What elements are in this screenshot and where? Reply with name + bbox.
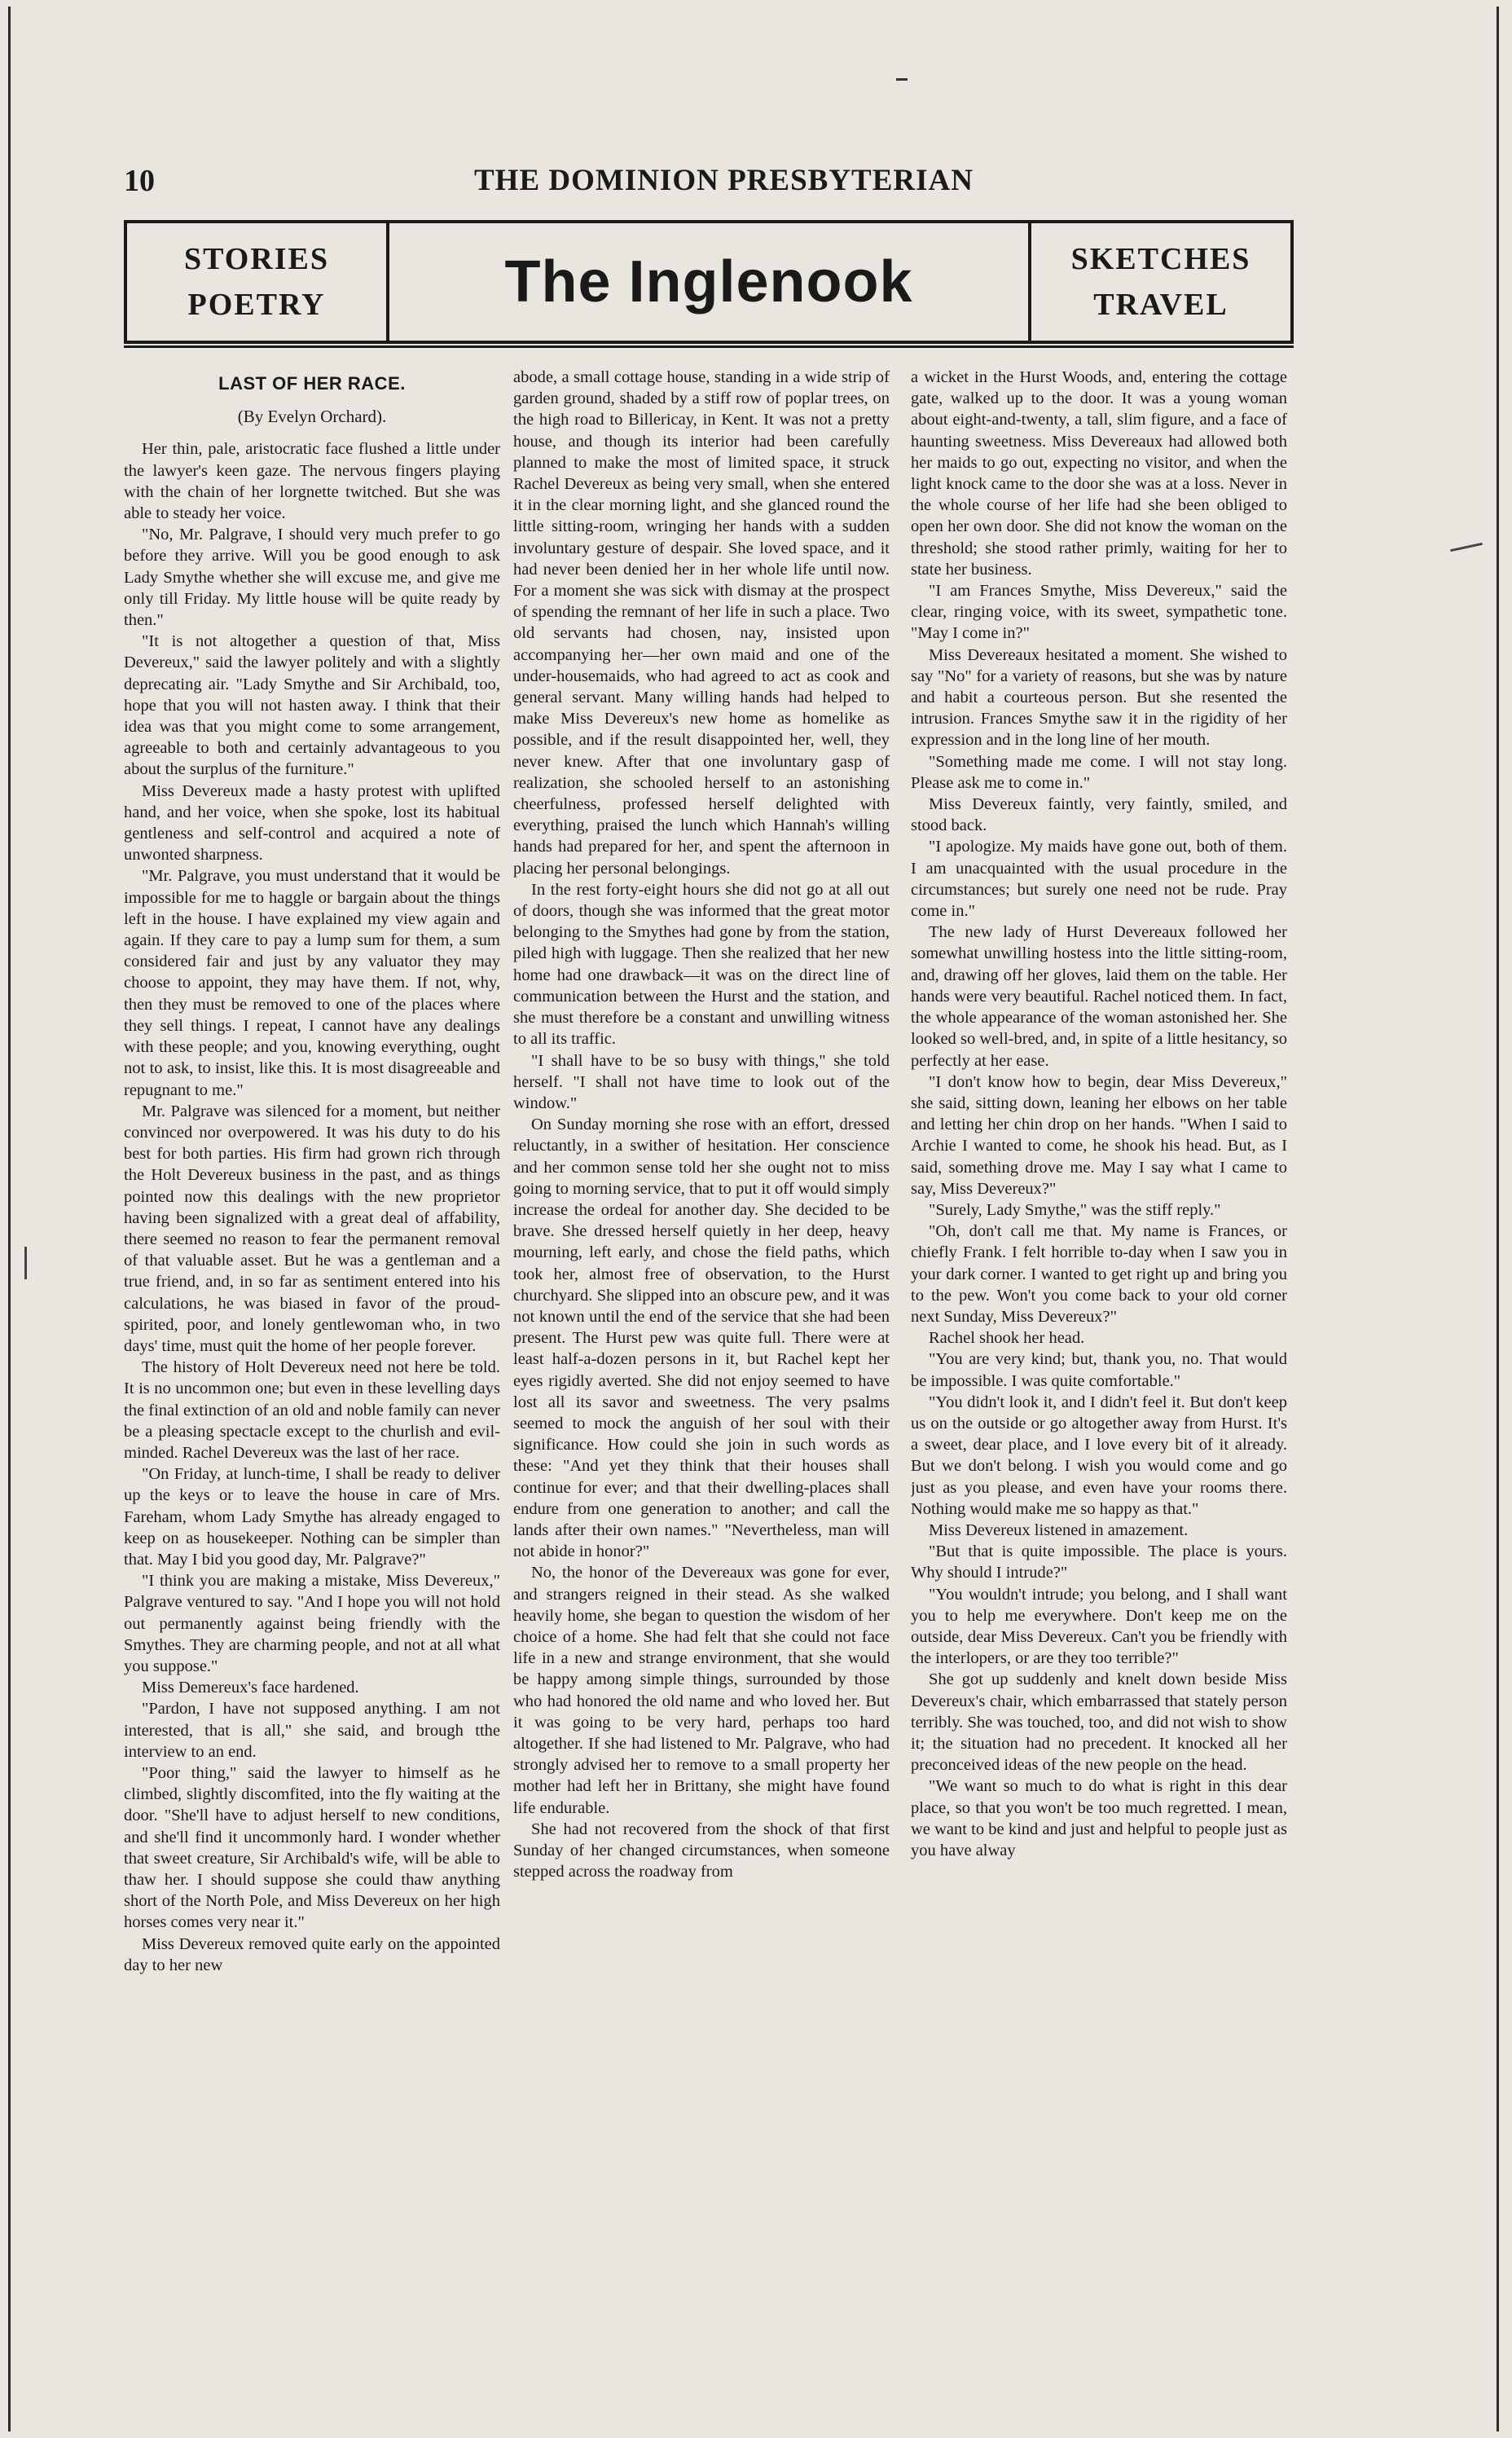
paragraph: Miss Devereux listened in amazement. — [929, 1520, 1189, 1539]
banner-label: TRAVEL — [1093, 288, 1228, 322]
paragraph: Miss Devereux removed quite early on the appointed day to her new — [124, 1934, 500, 1974]
section-banner — [124, 220, 1294, 344]
section-title: The Inglenook — [504, 249, 913, 315]
paragraph: Miss Devereux faintly, very faintly, smiled, and stood back. — [911, 795, 1287, 835]
publication-title: THE DOMINION PRESBYTERIAN — [474, 164, 974, 197]
paragraph: a wicket in the Hurst Woods, and, entering the cottage gate, walked up to the door. It was a young woman about eight-and-twenty, a tall, slim figure, and a face of haunting sweetness. Miss Devereaux had allowed both her maids to go out, expecting no visitor, and when the light knock came to the door she was at a loss. Never in the whole course of her life had she been obliged to open her own door. She did not know the woman on the threshold; she stood rather primly, waiting for her to state her business. — [911, 368, 1287, 579]
paragraph: "You wouldn't intrude; you belong, and I shall want you to help me everywhere. Don't keep me on the outside, dear Miss Devereux. Can't you be friendly with the interlopers, or are they too terrible?" — [911, 1585, 1287, 1668]
paragraph: The new lady of Hurst Devereaux followed her somewhat unwilling hostess into the little sitting-room, and, drawing off her gloves, laid them on the table. Her hands were very beautiful. Rachel noticed them. In fact, the whole appearance of the woman astonished her. She looked so well-bred, and, in spite of a little hesitancy, so perfectly at her ease. — [911, 923, 1287, 1070]
banner-label: POETRY — [187, 288, 326, 322]
paragraph: "We want so much to do what is right in this dear place, so that you won't be too much regretted. I mean, we want to be kind and just and helpful to people just as you have alway — [911, 1777, 1287, 1860]
paragraph: "On Friday, at lunch-time, I shall be ready to deliver up the keys or to leave the house in care of Mrs. Fareham, whom Lady Smythe has already engaged to keep on as housekeeper. Nothing can be simpler than that. May I bid you good day, Mr. Palgrave?" — [124, 1465, 500, 1569]
paragraph: "I don't know how to begin, dear Miss Devereux," she said, sitting down, leaning her elbows on her table and letting her chin drop on her hands. "When I said to Archie I wanted to come, he shook his head. But, as I said, something drove me. May I say what I came to say, Miss Devereux?" — [911, 1072, 1287, 1198]
article-column-2 — [513, 367, 890, 2379]
paragraph: "Oh, don't call me that. My name is Frances, or chiefly Frank. I felt horrible to-day when I saw you in your dark corner. I wanted to get right up and bring you to the pew. Won't you come back to your old corner next Sunday, Miss Devereux?" — [911, 1222, 1287, 1326]
article-column-3 — [911, 367, 1287, 2379]
paragraph: In the rest forty-eight hours she did not go at all out of doors, though she was informed that the great motor belonging to the Smythes had gone by from the station, piled high with luggage. Then she realized that her new home had one drawback—it was on the direct line of communication between the Hurst and the station, and she must therefore be a constant and unwilling witness to all its traffic. — [513, 880, 890, 1049]
paragraph: "No, Mr. Palgrave, I should very much prefer to go before they arrive. Will you be good enough to ask Lady Smythe whether she will excuse me, and give me only till Friday. My little house will be quite ready by then." — [124, 526, 500, 630]
paragraph: "I shall have to be so busy with things," she told herself. "I shall not have time to look out of the window." — [513, 1051, 890, 1112]
paragraph: "Surely, Lady Smythe," was the stiff reply." — [929, 1200, 1221, 1219]
paragraph: The history of Holt Devereux need not here be told. It is no uncommon one; but even in these levelling days the final extinction of an old and noble family can never be a pleasing spectacle except to the churlish and evil-minded. Rachel Devereux was the last of her race. — [124, 1358, 500, 1462]
paragraph: Rachel shook her head. — [929, 1329, 1085, 1348]
story-byline: (By Evelyn Orchard). — [237, 407, 387, 427]
paragraph: "You are very kind; but, thank you, no. That would be impossible. I was quite comfortable." — [911, 1350, 1287, 1390]
banner-title-panel — [389, 223, 1028, 341]
paragraph: abode, a small cottage house, standing in a wide strip of garden ground, shaded by a stiff row of poplar trees, on the high road to Billericay, in Kent. It was not a pretty house, and though its interior had been carefully planned to make the most of limited space, it struck Rachel Devereux as being very small, when she entered it in the clear morning light, and she glanced round the little sitting-room, wringing her hands with a sudden involuntary gesture of despair. She loved space, and it had never been denied her in her whole life until now. For a moment she was sick with dismay at the prospect of spending the remnant of her life in such a place. Two old servants had chosen, nay, insisted upon accompanying her—her own maid and one of the under-housemaids, who had agreed to act as cook and general servant. Many willing hands had helped to make Miss Devereux's new home as homelike as possible, and if the result disappointed her, well, they never knew. After that one involuntary gasp of realization, she schooled herself to an astonishing cheerfulness, professed herself delighted with everything, praised the lunch which Hannah's willing hands had prepared for her, and spent the afternoon in placing her personal belongings. — [513, 368, 890, 878]
scan-speck — [896, 78, 908, 81]
paragraph: Her thin, pale, aristocratic face flushed a little under the lawyer's keen gaze. The nervous fingers playing with the chain of her lorgnette twitched. But she was able to steady her voice. — [124, 440, 500, 523]
paragraph: Miss Devereaux hesitated a moment. She wished to say "No" for a variety of reasons, but she was by nature and habit a courteous person. But she resented the intrusion. Frances Smythe saw it in the rigidity of her expression and in the long line of her mouth. — [911, 645, 1287, 750]
paragraph: "Poor thing," said the lawyer to himself as he climbed, slightly discomfited, into the fly waiting at the door. "She'll have to adjust herself to new conditions, and she'll find it uncommonly hard. I wonder whether that sweet creature, Sir Archibald's wife, will be able to thaw her. I should suppose she could thaw anything short of the North Pole, and Miss Devereux on her high horses comes very near it." — [124, 1764, 500, 1932]
paragraph: "You didn't look it, and I didn't feel it. But don't keep us on the outside or go altogether away from Hurst. It's a sweet, dear place, and I love every bit of it already. But we don't belong. I wish you would come and go just as you please, and even have your rooms there. Nothing would make me so happy as that." — [911, 1393, 1287, 1518]
banner-label: STORIES — [183, 242, 330, 276]
banner-left-panel — [127, 223, 389, 341]
paragraph: "Something made me come. I will not stay long. Please ask me to come in." — [911, 752, 1287, 792]
page-number: 10 — [124, 164, 155, 198]
paragraph: No, the honor of the Devereaux was gone for ever, and strangers reigned in their stead. As she walked heavily home, she began to question the wisdom of her choice of a home. She had felt that she could not face life in a new and strange environment, that she would be happy among simple things, surrounded by those who had honored the old name and who loved her. But it was going to be very hard, perhaps too hard altogether. If she had listened to Mr. Palgrave, who had strongly advised her to remove to a small property her mother had left her in Brittany, she might have found life endurable. — [513, 1564, 890, 1817]
banner-rule — [124, 345, 1294, 348]
margin-mark — [24, 1247, 27, 1279]
paragraph: "I am Frances Smythe, Miss Devereux," said the clear, ringing voice, with its sweet, sympathetic tone. "May I come in?" — [911, 582, 1287, 643]
banner-label: SKETCHES — [1070, 242, 1251, 276]
article-column-1 — [124, 367, 500, 2379]
paragraph: "I think you are making a mistake, Miss Devereux," Palgrave ventured to say. "And I hope you will not hold out permanently against being friendly with the Smythes. They are charming people, and not at all what you suppose." — [124, 1572, 500, 1675]
paragraph: "Pardon, I have not supposed anything. I am not interested, that is all," she said, and brough tthe interview to an end. — [124, 1700, 500, 1761]
paragraph: Miss Devereux made a hasty protest with uplifted hand, and her voice, when she spoke, lost its habitual gentleness and self-control and acquired a note of unwonted sharpness. — [124, 781, 500, 865]
banner-right-panel — [1028, 223, 1290, 341]
paragraph: "But that is quite impossible. The place is yours. Why should I intrude?" — [911, 1542, 1287, 1582]
paragraph: She had not recovered from the shock of that first Sunday of her changed circumstances, when someone stepped across the roadway from — [513, 1820, 890, 1881]
paragraph: She got up suddenly and knelt down beside Miss Devereux's chair, which embarrassed that stately person terribly. She was touched, too, and did not wish to show it; the situation had no precedent. It knocked all her preconceived ideas of the new people on the head. — [911, 1670, 1287, 1775]
paragraph: Miss Demereux's face hardened. — [142, 1679, 359, 1697]
paragraph: "Mr. Palgrave, you must understand that it would be impossible for me to haggle or bargain about the things left in the house. I have explained my view again and again. If they care to pay a lump sum for them, a sum considered fair and just by any valuator they may choose to appoint, they may have them. If not, why, then they must be removed to one of the places where they sell things. I repeat, I cannot have any dealings with these people; and you, knowing everything, ought not to ask, to insist, like this. It is most disagreeable and repugnant to me." — [124, 867, 500, 1099]
paragraph: "I apologize. My maids have gone out, both of them. I am unacquainted with the usual procedure in the circumstances; but surely one need not be rude. Pray come in." — [911, 838, 1287, 921]
paragraph: Mr. Palgrave was silenced for a moment, but neither convinced nor overpowered. It was his duty to do his best for both parties. His firm had grown rich through the Holt Devereux business in the past, and as things pointed now this dealings with the new proprietor having been signalized with a great deal of affability, there seemed no reason to fear the permanent removal of that valuable asset. But he was a gentleman and a true friend, and, in so far as sentiment entered into his calculations, he was biased in favor of the proud-spirited, poor, and lonely gentlewoman who, in two days' time, must quit the home of her people forever. — [124, 1102, 500, 1355]
running-header — [124, 163, 979, 204]
story-title: LAST OF HER RACE. — [218, 373, 406, 394]
paragraph: On Sunday morning she rose with an effort, dressed reluctantly, in a swither of hesitation. Her conscience and her common sense told her she ought not to miss going to morning service, that to put it off would simply increase the ordeal for another day. She decided to be brave. She dressed herself quietly in her deep, heavy mourning, left early, and chose the field paths, which took her, almost free of observation, to the Hurst churchyard. She slipped into an obscure pew, and it was not known until the end of the service that she had been present. The Hurst pew was quite full. There were at least half-a-dozen persons in it, but Rachel kept her eyes rigidly averted. She did not enjoy seemed to have lost all its savor and sweetness. The very psalms seemed to mock the anguish of her soul with their significance. How could she join in such words as these: "And yet they think that their houses shall continue for ever; and that their dwelling-places shall endure from one generation to another; and call the lands after their own names." "Nevertheless, man will not abide in honor?" — [513, 1116, 890, 1561]
paragraph: "It is not altogether a question of that, Miss Devereux," said the lawyer politely and with a slightly deprecating air. "Lady Smythe and Sir Archibald, too, hope that you will not hasten away. I think that their idea was that you might come to some arrangement, agreeable to both and certainly advantageous to you about the surplus of the furniture." — [124, 632, 500, 779]
